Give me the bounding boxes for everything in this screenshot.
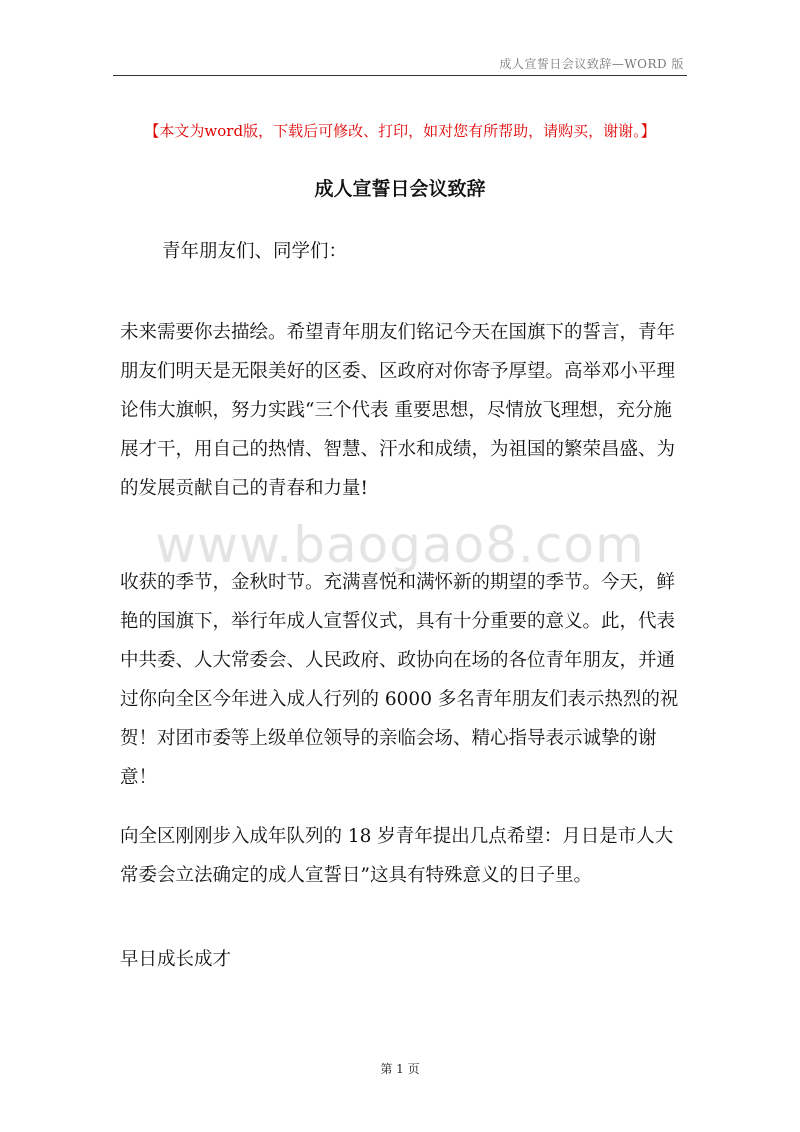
paragraph: 未来需要你去描绘。希望青年朋友们铭记今天在国旗下的誓言，青年朋友们明天是无限美好的区委、区政府对你寄予厚望。高举邓小平理论伟大旗帜，努力实践“三个代表 重要思想，尽情放飞理想，充分施展才干，用自己的热情、智慧、汗水和成绩，为祖国的繁荣昌盛、为的发展贡献自己的青春和力量! (120, 322, 676, 499)
page-number: 第 1 页 (380, 1062, 420, 1076)
document-title: 成人宣誓日会议致辞 (314, 178, 486, 200)
header-divider (113, 75, 687, 76)
header-document-title: 成人宣誓日会议致辞—WORD 版 (499, 57, 684, 71)
watermark: www.baogao8.com (155, 516, 645, 574)
purchase-notice: 【本文为word版，下载后可修改、打印，如对您有所帮助，请购买，谢谢。】 (144, 122, 656, 140)
paragraph: 向全区刚刚步入成年队列的 18 岁青年提出几点希望：月日是市人大常委会立法确定的成人宣誓日”这具有特殊意义的日子里。 (120, 826, 674, 886)
paragraph: 收获的季节，金秋时节。充满喜悦和满怀新的期望的季节。今天，鲜艳的国旗下，举行年成人宣誓仪式，具有十分重要的意义。此，代表中共委、人大常委会、人民政府、政协向在场的各位青年朋友，并通过你向全区今年进入成人行列的 6000 多名青年朋友们表示热烈的祝贺！对团市委等上级单位领导的亲临会场、精心指导表示诚挚的谢意！ (120, 572, 679, 788)
paragraph: 早日成长成才 (120, 949, 232, 970)
greeting: 青年朋友们、同学们： (162, 241, 348, 262)
